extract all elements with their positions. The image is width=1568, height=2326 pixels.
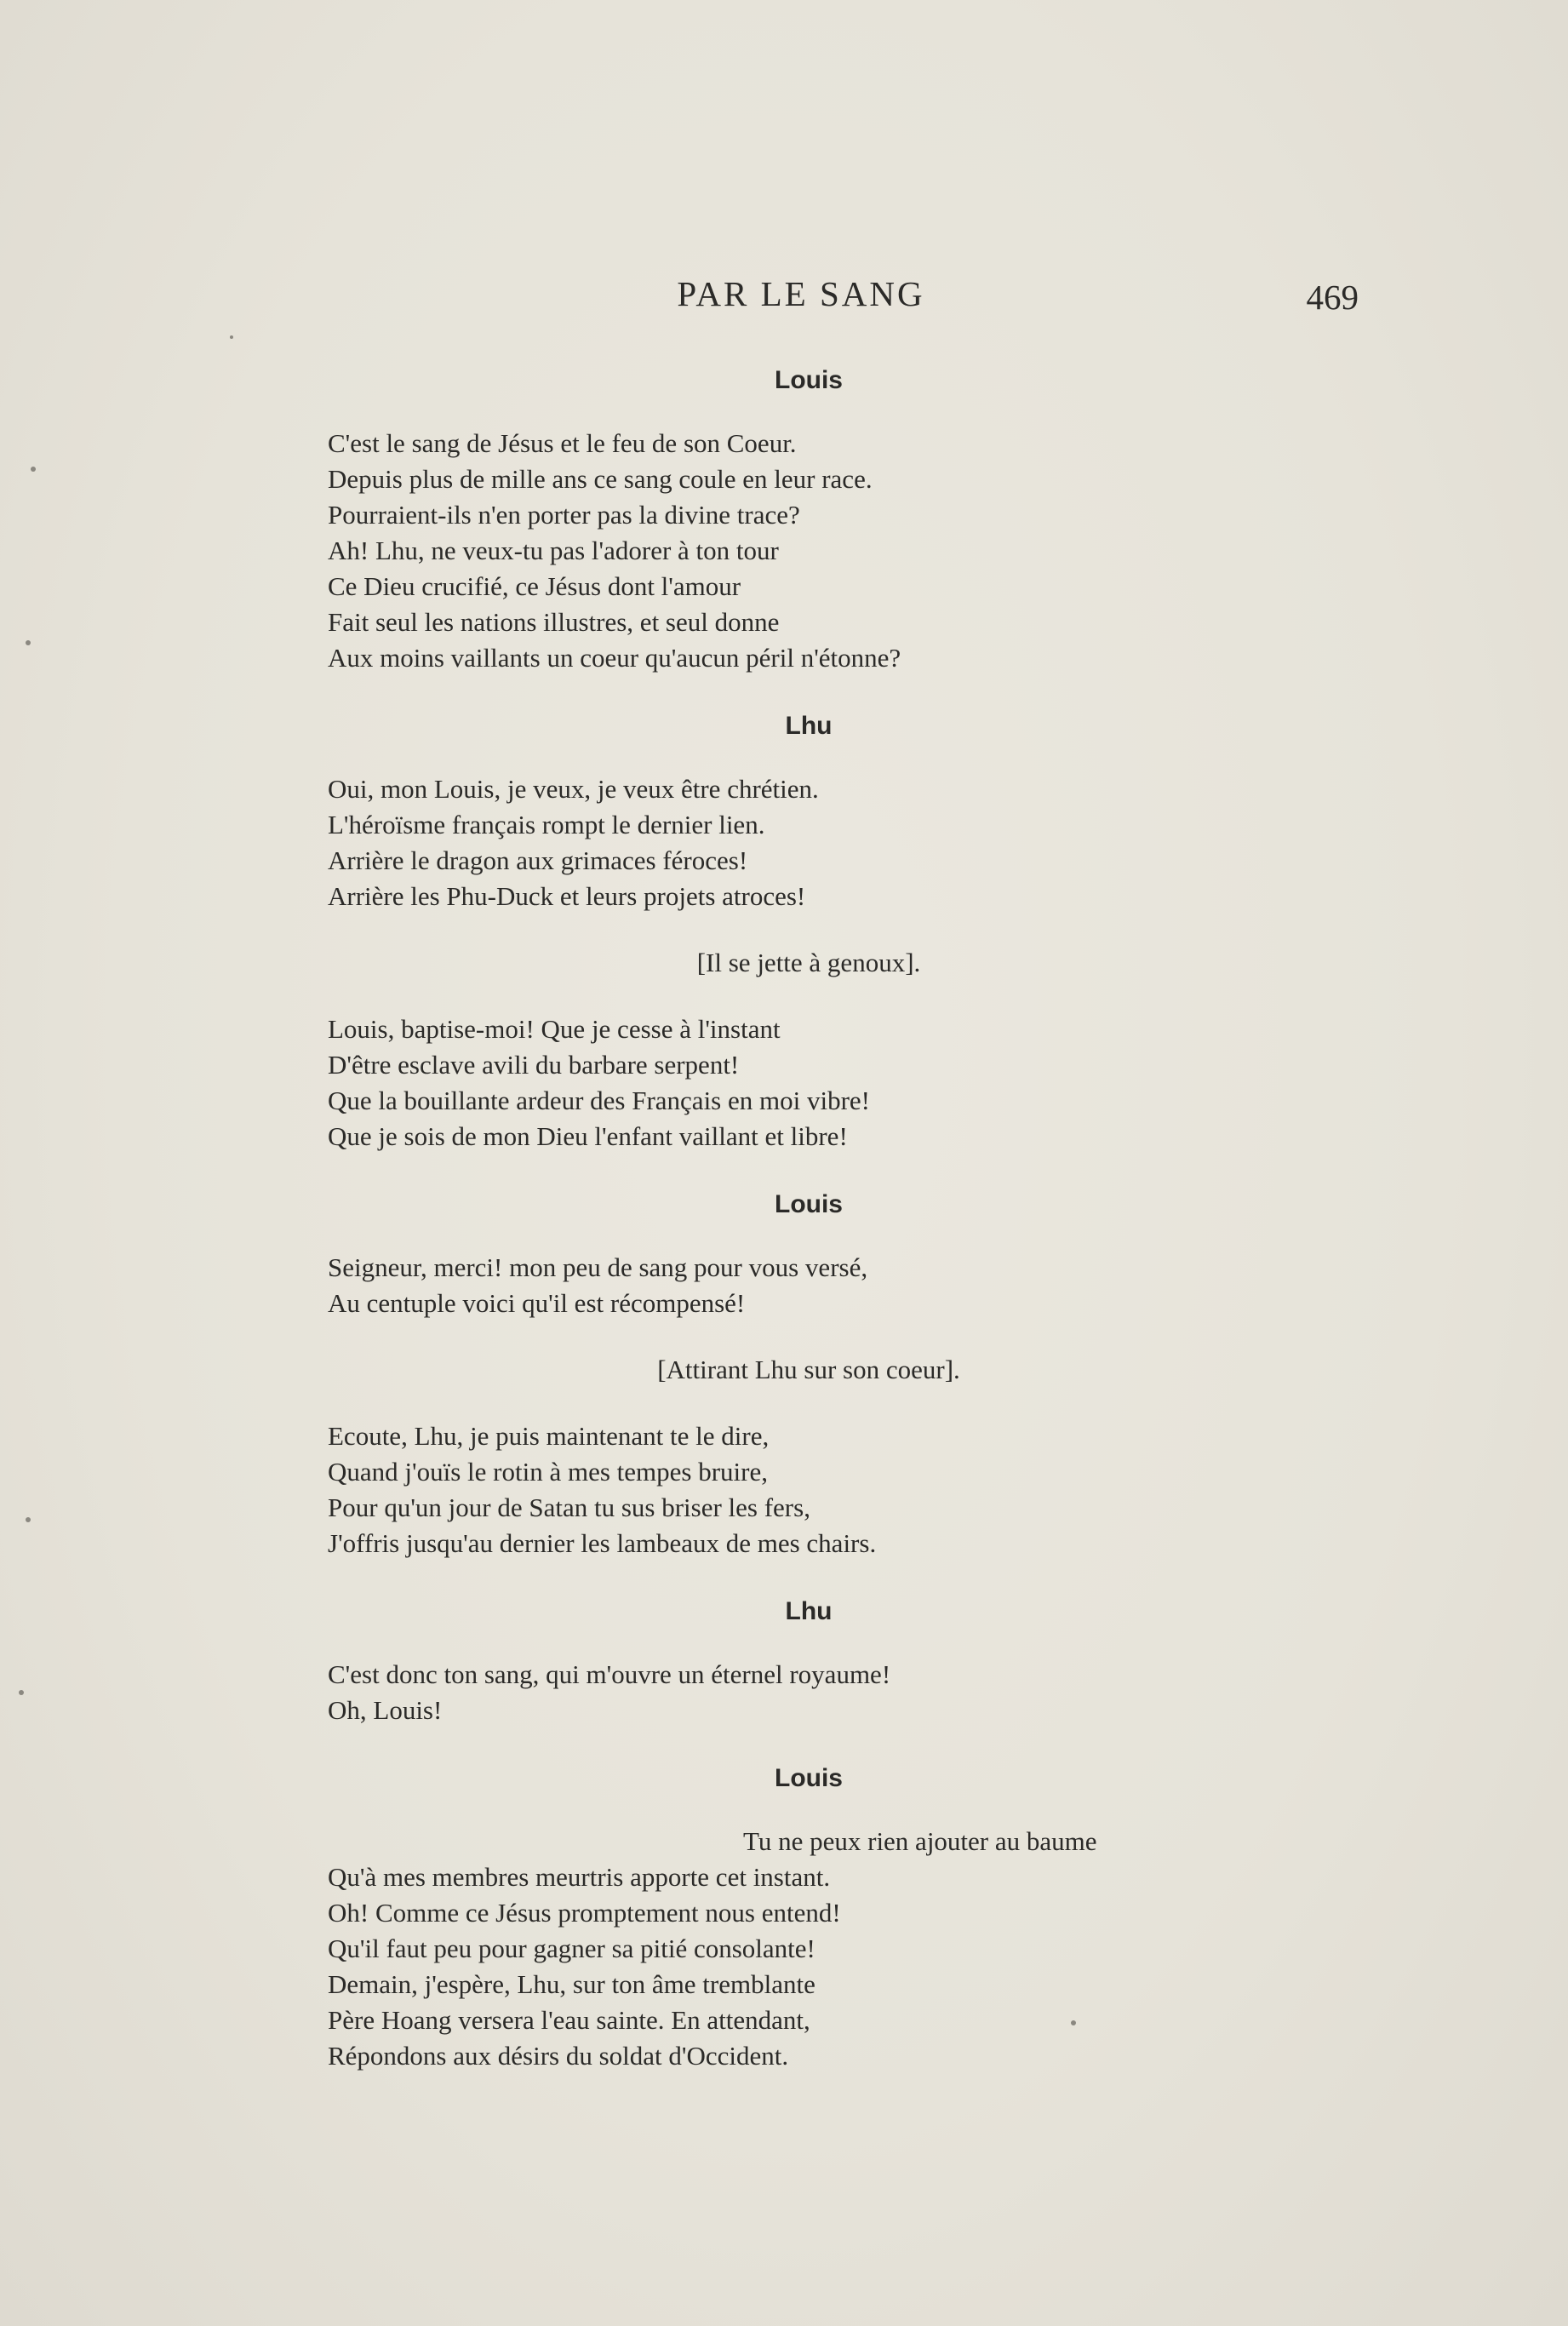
verse-line: Père Hoang versera l'eau sainte. En attendant, (328, 2005, 810, 2035)
verse-line: J'offris jusqu'au dernier les lambeaux de mes chairs. (328, 1528, 877, 1558)
verse-line: Fait seul les nations illustres, et seul donne (328, 607, 780, 637)
verse-stanza (328, 1250, 1290, 1321)
verse-line: Seigneur, merci! mon peu de sang pour vous versé, (328, 1252, 868, 1282)
verse-line: Qu'à mes membres meurtris apporte cet instant. (328, 1862, 831, 1892)
verse-stanza (328, 1824, 1290, 2074)
stage-direction: [Il se jette à genoux]. (696, 948, 921, 977)
verse-line: Ah! Lhu, ne veux-tu pas l'adorer à ton tour (328, 536, 779, 565)
paper-speck (26, 1517, 31, 1522)
verse-line: Pour qu'un jour de Satan tu sus briser les fers, (328, 1492, 810, 1522)
verse-line: C'est donc ton sang, qui m'ouvre un éternel royaume! (328, 1659, 891, 1689)
verse-line: Arrière les Phu-Duck et leurs projets atroces! (328, 881, 806, 911)
verse-line: Que la bouillante ardeur des Français en moi vibre! (328, 1086, 870, 1115)
verse-line: D'être esclave avili du barbare serpent! (328, 1050, 740, 1080)
verse-line: Ecoute, Lhu, je puis maintenant te le dire, (328, 1421, 770, 1451)
paper-speck (19, 1690, 24, 1695)
speaker-name: Lhu (785, 1597, 833, 1625)
paper-speck (31, 467, 36, 472)
paper-speck (1071, 2020, 1076, 2025)
speaker-name: Lhu (785, 712, 833, 740)
verse-line: Oh! Comme ce Jésus promptement nous entend! (328, 1898, 841, 1928)
verse-line: Aux moins vaillants un coeur qu'aucun péril n'étonne? (328, 643, 901, 673)
verse-line: Tu ne peux rien ajouter au baume (743, 1826, 1097, 1856)
verse-line: Pourraient-ils n'en porter pas la divine trace? (328, 500, 800, 530)
page-body (328, 358, 1290, 2074)
verse-line: Oui, mon Louis, je veux, je veux être chrétien. (328, 774, 819, 804)
verse-stanza (328, 1418, 1290, 1561)
verse-line: Depuis plus de mille ans ce sang coule en leur race. (328, 464, 873, 494)
verse-line: L'héroïsme français rompt le dernier lien. (328, 810, 765, 839)
verse-stanza (328, 1657, 1290, 1728)
verse-stanza (328, 771, 1290, 914)
verse-line: Oh, Louis! (328, 1695, 443, 1725)
speaker-name: Louis (775, 1190, 843, 1218)
verse-line: Que je sois de mon Dieu l'enfant vaillant et libre! (328, 1121, 848, 1151)
paper-speck (26, 640, 31, 645)
verse-stanza (328, 426, 1290, 676)
verse-line: C'est le sang de Jésus et le feu de son Coeur. (328, 428, 797, 458)
verse-line: Au centuple voici qu'il est récompensé! (328, 1288, 746, 1318)
page-number: 469 (1306, 278, 1359, 317)
verse-line: Louis, baptise-moi! Que je cesse à l'instant (328, 1014, 781, 1044)
verse-line: Ce Dieu crucifié, ce Jésus dont l'amour (328, 571, 741, 601)
running-title: PAR LE SANG (677, 274, 925, 313)
paper-speck (230, 335, 233, 339)
verse-line: Qu'il faut peu pour gagner sa pitié consolante! (328, 1934, 815, 1963)
verse-line: Répondons aux désirs du soldat d'Occident. (328, 2041, 789, 2071)
speaker-name: Louis (775, 1764, 843, 1792)
speaker-name: Louis (775, 366, 843, 394)
verse-line: Arrière le dragon aux grimaces féroces! (328, 845, 748, 875)
verse-line: Demain, j'espère, Lhu, sur ton âme tremblante (328, 1969, 815, 1999)
verse-line: Quand j'ouïs le rotin à mes tempes bruire, (328, 1457, 768, 1487)
verse-stanza (328, 1011, 1290, 1154)
stage-direction: [Attirant Lhu sur son coeur]. (657, 1355, 960, 1384)
